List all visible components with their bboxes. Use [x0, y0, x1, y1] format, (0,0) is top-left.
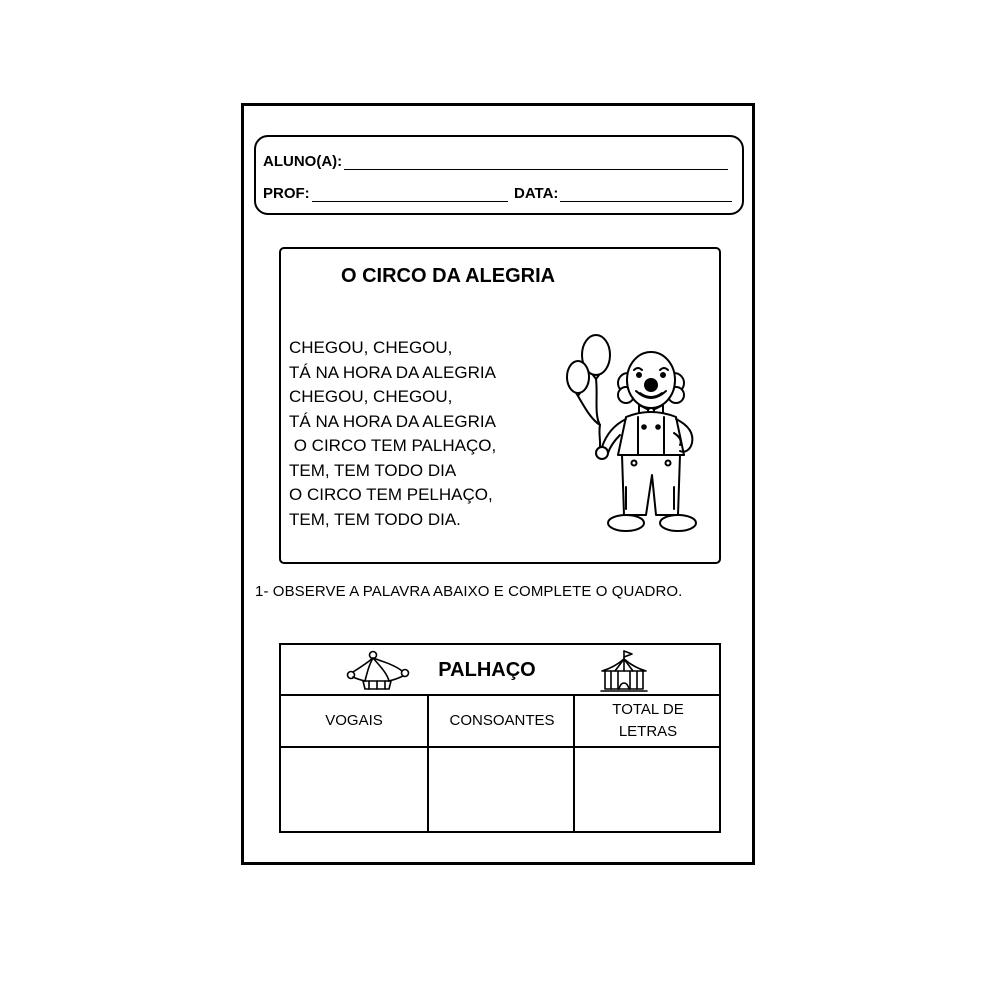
date-row — [514, 182, 732, 202]
date-label: DATA: — [514, 185, 559, 202]
poem-lines — [289, 336, 496, 532]
answer-cell-consonants[interactable] — [429, 748, 573, 831]
poem-line: O CIRCO TEM PALHAÇO, — [289, 436, 497, 455]
exercise-table — [279, 643, 721, 833]
table-title-row — [281, 645, 719, 696]
poem-line: CHEGOU, CHEGOU, — [289, 338, 453, 357]
answer-cell-vowels[interactable] — [281, 748, 427, 831]
clown-with-balloons-icon — [556, 325, 706, 540]
student-name-row — [263, 150, 728, 170]
student-label: ALUNO(A): — [263, 153, 343, 170]
student-info-box — [254, 135, 744, 215]
teacher-row — [263, 182, 508, 202]
poem-line: TÁ NA HORA DA ALEGRIA — [289, 362, 496, 382]
poem-line: TEM, TEM TODO DIA — [289, 460, 457, 480]
poem-title: O CIRCO DA ALEGRIA — [341, 265, 556, 287]
teacher-label: PROF: — [263, 185, 310, 202]
answer-cell-total-letters[interactable] — [575, 748, 719, 831]
circus-tent-icon — [599, 649, 649, 693]
poem-line: CHEGOU, CHEGOU, — [289, 387, 453, 406]
date-field[interactable] — [560, 187, 732, 202]
column-header-vowels: VOGAIS — [325, 712, 383, 729]
exercise-instruction: 1- OBSERVE A PALAVRA ABAIXO E COMPLETE O QUADRO. — [255, 583, 683, 600]
poem-line: TEM, TEM TODO DIA. — [289, 509, 461, 529]
student-name-field[interactable] — [344, 155, 728, 170]
teacher-name-field[interactable] — [312, 187, 508, 202]
column-header-consonants: CONSOANTES — [449, 712, 555, 729]
poem-line: O CIRCO TEM PELHAÇO, — [289, 485, 493, 504]
exercise-word: PALHAÇO — [438, 659, 536, 681]
column-header-total-letters: TOTAL DE LETRAS — [612, 701, 684, 740]
poem-line: TÁ NA HORA DA ALEGRIA — [289, 411, 496, 431]
